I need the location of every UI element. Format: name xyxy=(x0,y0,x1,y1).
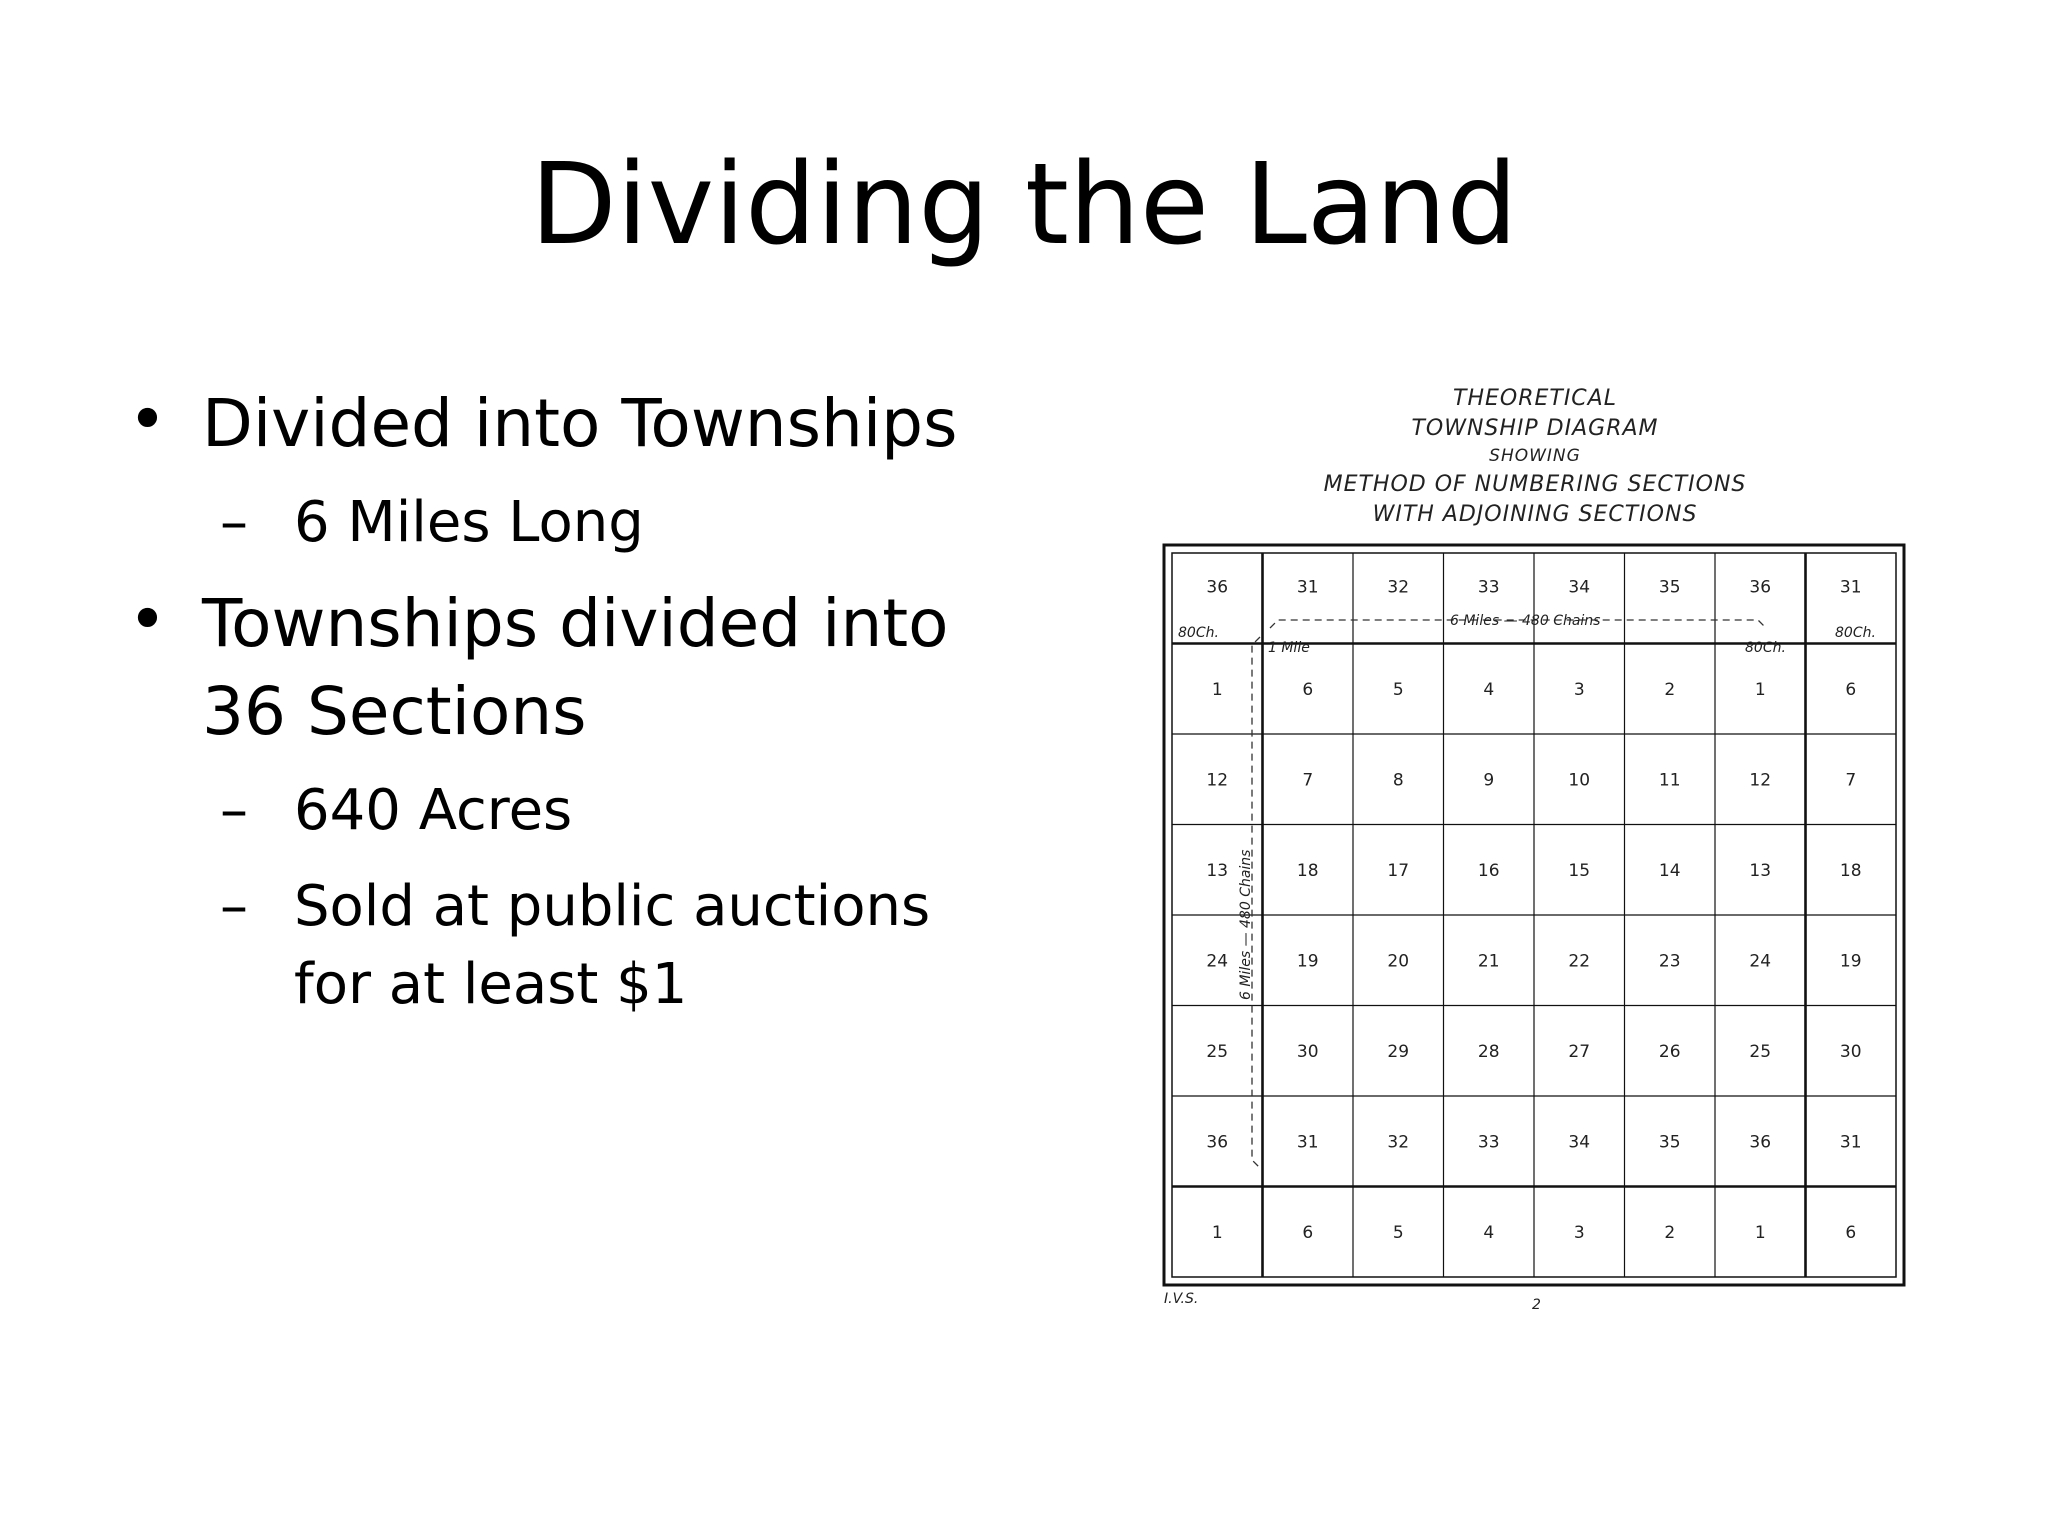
section-number: 12 xyxy=(1206,770,1229,791)
section-number: 36 xyxy=(1749,577,1772,598)
label-80ch-right: 80Ch. xyxy=(1835,625,1876,641)
slide-title: Dividing the Land xyxy=(530,140,1518,270)
section-number: 28 xyxy=(1477,1041,1500,1062)
section-number: 19 xyxy=(1296,951,1319,972)
bullet-symbol: • xyxy=(128,581,167,658)
section-number: 19 xyxy=(1839,951,1862,972)
section-number: 11 xyxy=(1658,770,1681,791)
section-number: 36 xyxy=(1749,1132,1772,1153)
sub-bullet-item xyxy=(120,772,1000,850)
section-number: 7 xyxy=(1302,770,1314,791)
section-number: 31 xyxy=(1296,1132,1319,1153)
sub-bullet-text-line-2: for at least $1 xyxy=(294,952,688,1017)
dash-symbol: – xyxy=(220,490,248,555)
section-number: 15 xyxy=(1568,860,1591,881)
section-number: 4 xyxy=(1483,1222,1495,1243)
section-number: 6 xyxy=(1845,679,1857,700)
section-number: 33 xyxy=(1477,1132,1500,1153)
sub-bullet-item xyxy=(120,484,1000,562)
sub-bullet-item xyxy=(120,868,1000,1024)
section-number: 25 xyxy=(1206,1041,1229,1062)
bullet-text: Divided into Townships xyxy=(202,385,958,462)
section-number: 33 xyxy=(1477,577,1500,598)
section-number: 30 xyxy=(1296,1041,1319,1062)
section-number: 30 xyxy=(1839,1041,1862,1062)
section-number: 1 xyxy=(1211,679,1223,700)
label-top-span: 6 Miles — 480 Chains xyxy=(1450,613,1601,629)
section-number: 3 xyxy=(1573,679,1585,700)
section-number: 5 xyxy=(1392,1222,1404,1243)
sub-bullet-text: 640 Acres xyxy=(294,778,573,843)
sub-bullet-text: 6 Miles Long xyxy=(294,490,644,555)
sub-bullet-text-line-1: Sold at public auctions xyxy=(294,874,931,939)
township-diagram xyxy=(1150,375,1920,1325)
label-80ch-inner: 80Ch. xyxy=(1745,640,1786,656)
section-number: 5 xyxy=(1392,679,1404,700)
diagram-credit: I.V.S. xyxy=(1164,1291,1199,1307)
section-number: 32 xyxy=(1387,1132,1410,1153)
diagram-page-number: 2 xyxy=(1532,1297,1541,1313)
section-number: 29 xyxy=(1387,1041,1410,1062)
diagram-title xyxy=(1324,386,1747,527)
section-number: 9 xyxy=(1483,770,1495,791)
dash-symbol: – xyxy=(220,778,248,843)
section-number: 34 xyxy=(1568,577,1591,598)
bullet-item xyxy=(120,380,1000,468)
diagram-title-line: TOWNSHIP DIAGRAM xyxy=(1411,416,1659,441)
section-number: 35 xyxy=(1658,577,1681,598)
bullet-text-line-2: 36 Sections xyxy=(202,673,587,750)
section-number: 22 xyxy=(1568,951,1591,972)
diagram-title-line: WITH ADJOINING SECTIONS xyxy=(1372,502,1698,527)
section-number: 16 xyxy=(1477,860,1500,881)
section-number: 10 xyxy=(1568,770,1591,791)
section-number: 13 xyxy=(1206,860,1229,881)
section-number: 6 xyxy=(1302,1222,1314,1243)
section-number: 36 xyxy=(1206,577,1229,598)
section-number: 25 xyxy=(1749,1041,1772,1062)
section-number: 23 xyxy=(1658,951,1681,972)
label-side-span: 6 Miles — 480 Chains xyxy=(1238,849,1254,1000)
section-number: 24 xyxy=(1749,951,1772,972)
section-number: 6 xyxy=(1845,1222,1857,1243)
bullet-item xyxy=(120,580,1000,756)
section-number: 34 xyxy=(1568,1132,1591,1153)
section-number: 21 xyxy=(1477,951,1500,972)
section-number: 35 xyxy=(1658,1132,1681,1153)
section-number: 1 xyxy=(1211,1222,1223,1243)
section-number: 18 xyxy=(1839,860,1862,881)
section-number: 4 xyxy=(1483,679,1495,700)
section-number: 12 xyxy=(1749,770,1772,791)
section-number: 18 xyxy=(1296,860,1319,881)
section-number: 20 xyxy=(1387,951,1410,972)
label-1-mile: 1 Mile xyxy=(1268,640,1310,656)
label-80ch-left: 80Ch. xyxy=(1178,625,1219,641)
section-number: 1 xyxy=(1754,679,1766,700)
diagram-title-line: THEORETICAL xyxy=(1453,386,1617,411)
dash-symbol: – xyxy=(220,874,248,939)
section-number: 31 xyxy=(1839,1132,1862,1153)
section-number: 1 xyxy=(1754,1222,1766,1243)
section-number: 14 xyxy=(1658,860,1681,881)
section-number: 3 xyxy=(1573,1222,1585,1243)
bullet-symbol: • xyxy=(128,381,167,458)
section-number: 2 xyxy=(1664,1222,1676,1243)
township-diagram-svg xyxy=(1150,375,1920,1325)
section-number: 36 xyxy=(1206,1132,1229,1153)
section-number: 31 xyxy=(1296,577,1319,598)
bullet-list xyxy=(120,380,1000,1042)
bullet-text-line-1: Townships divided into xyxy=(202,585,949,662)
section-grid xyxy=(1172,553,1896,1277)
section-number: 27 xyxy=(1568,1041,1591,1062)
section-number: 7 xyxy=(1845,770,1857,791)
section-number: 2 xyxy=(1664,679,1676,700)
diagram-title-line: METHOD OF NUMBERING SECTIONS xyxy=(1323,472,1747,497)
section-number: 17 xyxy=(1387,860,1410,881)
section-number: 31 xyxy=(1839,577,1862,598)
section-number: 8 xyxy=(1392,770,1404,791)
section-number: 13 xyxy=(1749,860,1772,881)
section-number: 6 xyxy=(1302,679,1314,700)
section-number: 32 xyxy=(1387,577,1410,598)
section-number: 26 xyxy=(1658,1041,1681,1062)
diagram-title-line: SHOWING xyxy=(1489,446,1581,466)
section-number: 24 xyxy=(1206,951,1229,972)
